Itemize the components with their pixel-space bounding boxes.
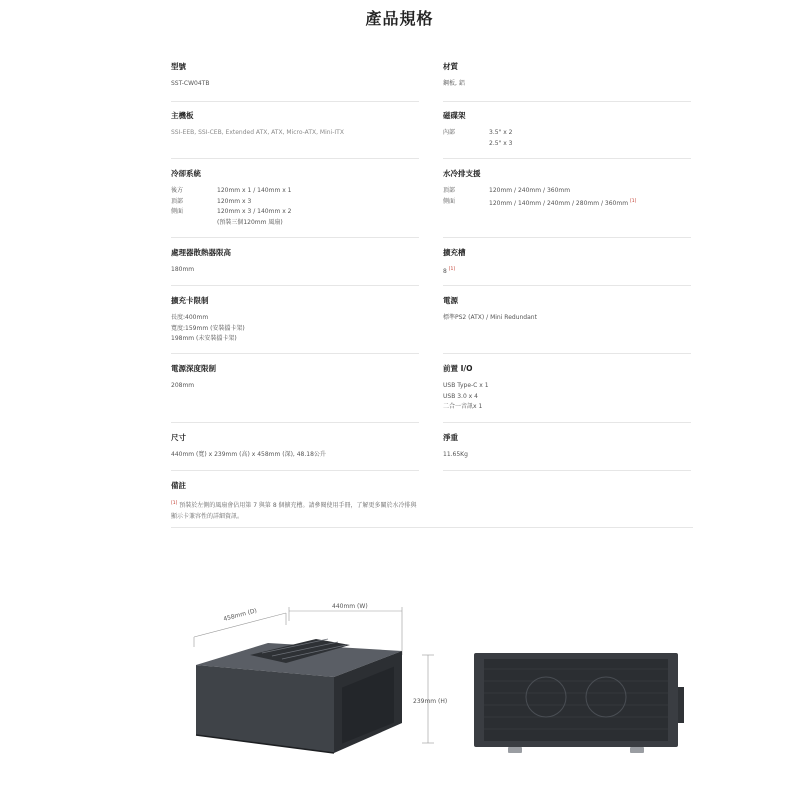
- divider: [171, 101, 419, 102]
- spec-line: 長度:400mm: [171, 314, 209, 321]
- spec-value: 鋼板, 鋁: [443, 80, 465, 87]
- divider: [171, 470, 419, 471]
- spec-row: 頂部 120mm x 3: [171, 197, 252, 205]
- divider: [443, 285, 691, 286]
- divider: [443, 470, 691, 471]
- divider: [443, 101, 691, 102]
- spec-label: 磁碟架: [443, 111, 466, 120]
- case-diagram-svg: [190, 595, 690, 765]
- depth-dimension-label: 458mm (D): [222, 607, 258, 623]
- spec-value-lines: [171, 313, 419, 345]
- remark-text: [171, 498, 421, 522]
- remark-body: 預裝於左側的風扇會佔用第 7 與第 8 個擴充槽。請參閱使用手冊，了解更多關於水冷排與顯示卡兼容性的詳細資訊。: [171, 502, 417, 520]
- case-3d-illustration: [196, 639, 402, 753]
- spec-row: (預裝三個120mm 風扇): [217, 218, 283, 226]
- spec-row: 側面 120mm x 3 / 140mm x 2: [171, 208, 292, 215]
- spec-label: 主機板: [171, 111, 194, 120]
- spec-label: 電源深度限制: [171, 364, 216, 373]
- spec-model: [171, 62, 419, 90]
- spec-cooling: [171, 169, 419, 228]
- page-title: 產品規格: [365, 9, 434, 28]
- spec-card-limit: [171, 296, 419, 345]
- spec-label: 前置 I/O: [443, 364, 473, 373]
- spec-line: 198mm (未安裝擋卡架): [171, 335, 237, 342]
- spec-row: 2.5" x 3: [489, 139, 513, 147]
- spec-value: SST-CW04TB: [171, 80, 210, 87]
- spec-label: 尺寸: [171, 433, 186, 442]
- height-dimension-label: 239mm (H): [413, 698, 448, 705]
- spec-value: 208mm: [171, 382, 195, 389]
- divider: [171, 285, 419, 286]
- spec-radiator: [443, 169, 691, 209]
- spec-value-lines: [443, 381, 691, 413]
- spec-psu-depth: [171, 364, 419, 392]
- spec-expansion-slots: [443, 248, 691, 278]
- divider: [171, 158, 419, 159]
- spec-rows: [443, 186, 691, 209]
- footnote-marker: [1]: [171, 501, 178, 506]
- spec-psu: [443, 296, 691, 324]
- divider: [171, 353, 419, 354]
- spec-value: 8 [1]: [443, 267, 456, 275]
- spec-label: 淨重: [443, 433, 458, 442]
- spec-label: 材質: [443, 62, 458, 71]
- spec-value: 標準PS2 (ATX) / Mini Redundant: [443, 314, 537, 321]
- divider: [443, 158, 691, 159]
- spec-cpu-cooler: [171, 248, 419, 276]
- case-side-view: [474, 653, 684, 753]
- spec-label: 電源: [443, 296, 458, 305]
- spec-rows: [443, 128, 691, 149]
- divider: [443, 353, 691, 354]
- spec-line: 寬度:159mm (安裝擋卡架): [171, 324, 245, 332]
- spec-label: 擴充卡限制: [171, 296, 209, 305]
- spec-weight: [443, 433, 691, 461]
- spec-rows: [171, 186, 419, 228]
- spec-motherboard: [171, 111, 419, 139]
- footnote-marker: [1]: [448, 267, 456, 272]
- spec-drive-bays: [443, 111, 691, 149]
- spec-label: 備註: [171, 481, 186, 490]
- spec-value: 180mm: [171, 266, 195, 273]
- spec-remarks: [171, 481, 419, 522]
- spec-value: 440mm (寬) x 239mm (高) x 458mm (深), 48.18公升: [171, 451, 326, 458]
- spec-label: 冷卻系統: [171, 169, 201, 178]
- spec-row: 內部 3.5" x 2: [443, 129, 513, 136]
- spec-row: 頂部 120mm / 240mm / 360mm: [443, 187, 571, 194]
- spec-value: 11.65Kg: [443, 451, 468, 458]
- spec-material: [443, 62, 691, 90]
- spec-value: SSI-EEB, SSI-CEB, Extended ATX, ATX, Micro-ATX, Mini-ITX: [171, 129, 344, 136]
- spec-label: 型號: [171, 62, 186, 71]
- spec-front-io: [443, 364, 691, 413]
- divider: [443, 237, 691, 238]
- divider: [171, 237, 419, 238]
- footnote-marker: [1]: [629, 198, 637, 204]
- width-dimension-label: 440mm (W): [332, 603, 368, 610]
- spec-row: 後方 120mm x 1 / 140mm x 1: [171, 187, 292, 194]
- case-dimension-diagram: [190, 595, 690, 765]
- spec-label: 擴充槽: [443, 248, 466, 257]
- spec-label: 處理器散熱器限高: [171, 248, 231, 257]
- spec-dimensions: [171, 433, 419, 461]
- divider: [171, 527, 693, 528]
- spec-line: 二合一音訊x 1: [443, 403, 483, 410]
- spec-label: 水冷排支援: [443, 169, 481, 178]
- spec-line: USB 3.0 x 4: [443, 392, 478, 400]
- divider: [171, 422, 419, 423]
- divider: [443, 422, 691, 423]
- spec-row: 側面 120mm / 140mm / 240mm / 280mm / 360mm [1]: [443, 197, 637, 207]
- spec-line: USB Type-C x 1: [443, 382, 489, 389]
